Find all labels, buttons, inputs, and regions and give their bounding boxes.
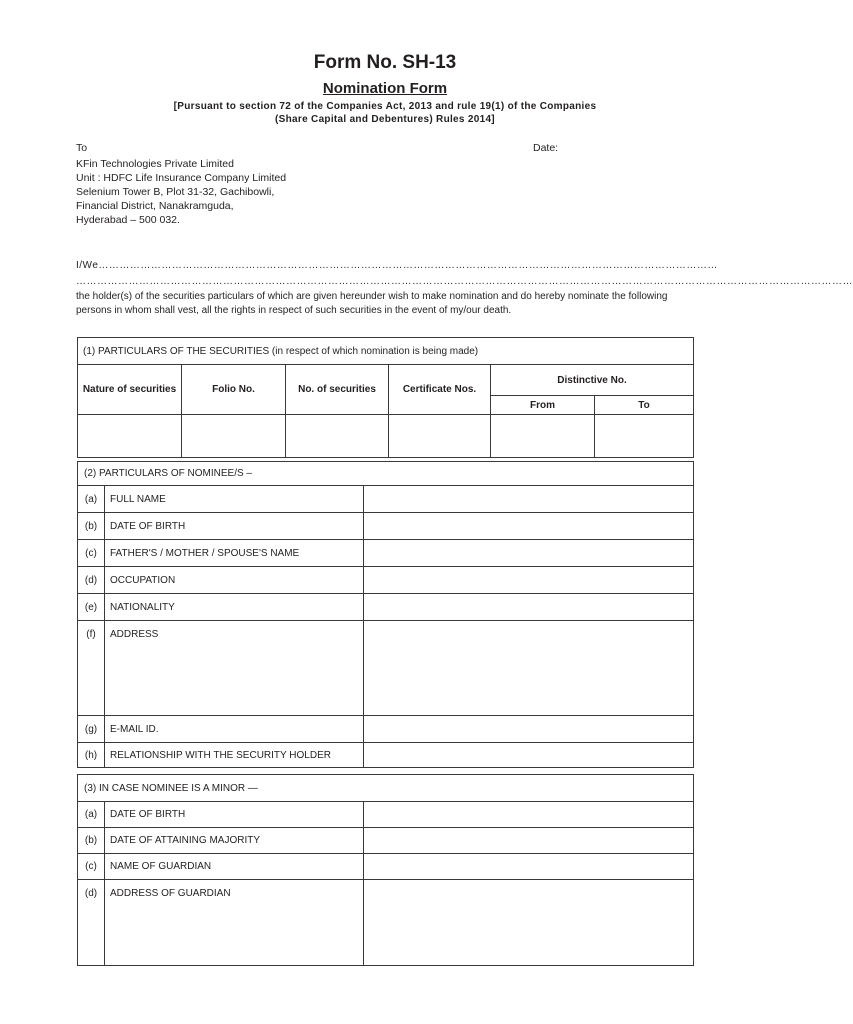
minor-nominee-table	[77, 774, 694, 966]
section1-title: (1) PARTICULARS OF THE SECURITIES (in respect of which nomination is being made)	[78, 338, 694, 365]
to-input[interactable]	[595, 415, 694, 458]
row-label: (b)	[78, 828, 105, 854]
field-occupation-label: OCCUPATION	[105, 567, 364, 594]
field-guardian-name-label: NAME OF GUARDIAN	[105, 854, 364, 880]
guardian-address-input[interactable]	[364, 880, 694, 966]
pursuant-note	[0, 100, 770, 126]
col-num-securities: No. of securities	[286, 365, 389, 415]
email-input[interactable]	[364, 716, 694, 743]
address-input[interactable]	[364, 621, 694, 716]
field-dob-label: DATE OF BIRTH	[105, 513, 364, 540]
row-label: (h)	[78, 743, 105, 768]
field-minor-dob-label: DATE OF BIRTH	[105, 802, 364, 828]
form-subtitle: Nomination Form	[322, 80, 448, 97]
field-full-name-label: FULL NAME	[105, 486, 364, 513]
row-label: (b)	[78, 513, 105, 540]
section3-title: (3) IN CASE NOMINEE IS A MINOR —	[78, 775, 694, 802]
majority-date-input[interactable]	[364, 828, 694, 854]
col-folio: Folio No.	[182, 365, 286, 415]
col-certificate: Certificate Nos.	[389, 365, 491, 415]
form-title: Form No. SH-13	[313, 52, 457, 73]
row-label: (d)	[78, 880, 105, 966]
folio-input[interactable]	[182, 415, 286, 458]
address-block	[76, 157, 286, 227]
col-distinctive: Distinctive No.	[491, 365, 694, 396]
field-guardian-address-label: ADDRESS OF GUARDIAN	[105, 880, 364, 966]
address-line: Unit : HDFC Life Insurance Company Limited	[76, 172, 287, 184]
section2-title: (2) PARTICULARS OF NOMINEE/S –	[78, 462, 694, 486]
nominee-table	[77, 461, 694, 768]
num-securities-input[interactable]	[286, 415, 389, 458]
dob-input[interactable]	[364, 513, 694, 540]
parent-spouse-input[interactable]	[364, 540, 694, 567]
securities-table	[77, 337, 694, 458]
row-label: (f)	[78, 621, 105, 716]
from-input[interactable]	[491, 415, 595, 458]
row-label: (c)	[78, 854, 105, 880]
guardian-name-input[interactable]	[364, 854, 694, 880]
col-to: To	[595, 396, 694, 415]
row-label: (d)	[78, 567, 105, 594]
field-address-label: ADDRESS	[105, 621, 364, 716]
field-relationship-label: RELATIONSHIP WITH THE SECURITY HOLDER	[105, 743, 364, 768]
field-nationality-label: NATIONALITY	[105, 594, 364, 621]
pursuant-line-2: (Share Capital and Debentures) Rules 2014]	[275, 114, 495, 125]
full-name-input[interactable]	[364, 486, 694, 513]
field-email-label: E-MAIL ID.	[105, 716, 364, 743]
row-label: (a)	[78, 486, 105, 513]
declaration-text: the holder(s) of the securities particulars of which are given hereunder wish to make nomination and do hereby nominate the following persons in whom shall vest, all the rights in respect of such securities in the event of my/our death.	[76, 291, 668, 316]
holder-name-field-continued[interactable]: ……………………………………………………………………………………………………………………………………………………………………………………………………	[76, 276, 853, 287]
to-label: To	[76, 142, 88, 154]
holder-name-field[interactable]: I/We……………………………………………………………………………………………………………………………………………………………	[76, 260, 718, 271]
address-line: KFin Technologies Private Limited	[76, 158, 234, 170]
pursuant-line-1: [Pursuant to section 72 of the Companies Act, 2013 and rule 19(1) of the Companies	[173, 101, 597, 112]
row-label: (a)	[78, 802, 105, 828]
col-nature: Nature of securities	[78, 365, 182, 415]
address-line: Financial District, Nanakramguda,	[76, 200, 234, 212]
nationality-input[interactable]	[364, 594, 694, 621]
field-parent-spouse-label: FATHER'S / MOTHER / SPOUSE'S NAME	[105, 540, 364, 567]
nature-input[interactable]	[78, 415, 182, 458]
row-label: (c)	[78, 540, 105, 567]
relationship-input[interactable]	[364, 743, 694, 768]
field-majority-date-label: DATE OF ATTAINING MAJORITY	[105, 828, 364, 854]
date-label: Date:	[533, 142, 559, 154]
minor-dob-input[interactable]	[364, 802, 694, 828]
col-from: From	[491, 396, 595, 415]
certificate-input[interactable]	[389, 415, 491, 458]
occupation-input[interactable]	[364, 567, 694, 594]
row-label: (g)	[78, 716, 105, 743]
address-line: Selenium Tower B, Plot 31-32, Gachibowli,	[76, 186, 275, 198]
address-line: Hyderabad – 500 032.	[76, 214, 180, 226]
row-label: (e)	[78, 594, 105, 621]
